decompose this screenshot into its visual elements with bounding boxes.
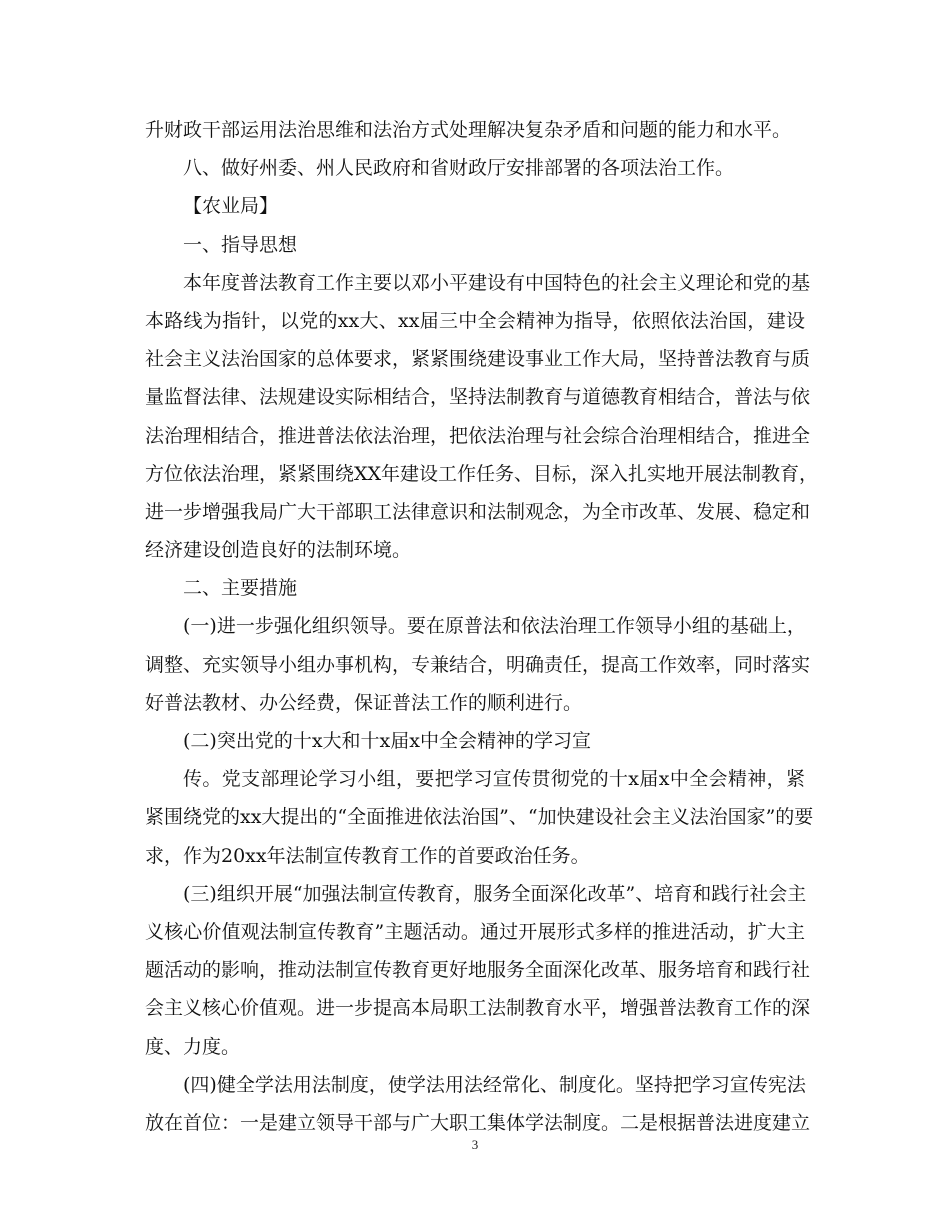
text-line: 调整、充实领导小组办事机构，专兼结合，明确责任，提高工作效率，同时落实 <box>145 653 811 676</box>
text-line: 放在首位：一是建立领导干部与广大职工集体学法制度。二是根据普法进度建立 <box>145 1111 811 1134</box>
text-line: 一、指导思想 <box>183 233 298 256</box>
text-line: 度、力度。 <box>145 1035 241 1058</box>
text-line: 义核心价值观法制宣传教育”主题活动。通过开展形式多样的推进活动，扩大主 <box>145 920 805 943</box>
text-line: 会主义核心价值观。进一步提高本局职工法制教育水平，增强普法教育工作的深 <box>145 997 811 1020</box>
document-body <box>145 111 819 1142</box>
text-line: (三)组织开展“加强法制宣传教育，服务全面深化改革”、培育和践行社会主 <box>183 882 807 905</box>
text-line: (二)突出党的十x大和十x届x中全会精神的学习宣 <box>183 730 591 752</box>
text-line: (一)进一步强化组织领导。要在原普法和依法治理工作领导小组的基础上， <box>183 615 806 638</box>
page-number: 3 <box>471 1137 479 1152</box>
text-line: 升财政干部运用法治思维和法治方式处理解决复杂矛盾和问题的能力和水平。 <box>145 119 792 141</box>
text-line: 法治理相结合，推进普法依法治理，把依法治理与社会综合治理相结合，推进全 <box>145 424 811 447</box>
text-line: 八、做好州委、州人民政府和省财政厅安排部署的各项法治工作。 <box>183 157 735 180</box>
text-line: 传。党支部理论学习小组，要把学习宣传贯彻党的十x届x中全会精神，紧 <box>183 768 805 791</box>
text-line: 进一步增强我局广大干部职工法律意识和法制观念，为全市改革、发展、稳定和 <box>145 500 811 523</box>
text-line: (四)健全学法用法制度，使学法用法经常化、制度化。坚持把学习宣传宪法 <box>183 1073 806 1096</box>
text-line: 量监督法律、法规建设实际相结合，坚持法制教育与道德教育相结合，普法与依 <box>145 386 811 409</box>
text-line: 本年度普法教育工作主要以邓小平建设有中国特色的社会主义理论和党的基 <box>183 271 811 294</box>
text-line: 求，作为20xx年法制宣传教育工作的首要政治任务。 <box>145 844 590 867</box>
text-line: 二、主要措施 <box>183 577 298 600</box>
text-line: 本路线为指针，以党的xx大、xx届三中全会精神为指导，依照依法治国，建设 <box>145 309 805 332</box>
text-line: 社会主义法治国家的总体要求，紧紧围绕建设事业工作大局，坚持普法教育与质 <box>145 348 811 371</box>
text-line: 经济建设创造良好的法制环境。 <box>145 539 412 562</box>
text-line: 【农业局】 <box>183 195 279 218</box>
text-line: 方位依法治理，紧紧围绕XX年建设工作任务、目标，深入扎实地开展法制教育， <box>145 462 819 485</box>
text-line: 题活动的影响，推动法制宣传教育更好地服务全面深化改革、服务培育和践行社 <box>145 959 811 982</box>
text-line: 好普法教材、办公经费，保证普法工作的顺利进行。 <box>145 691 583 714</box>
text-line: 紧围绕党的xx大提出的“全面推进依法治国”、“加快建设社会主义法治国家”的要 <box>145 806 814 829</box>
